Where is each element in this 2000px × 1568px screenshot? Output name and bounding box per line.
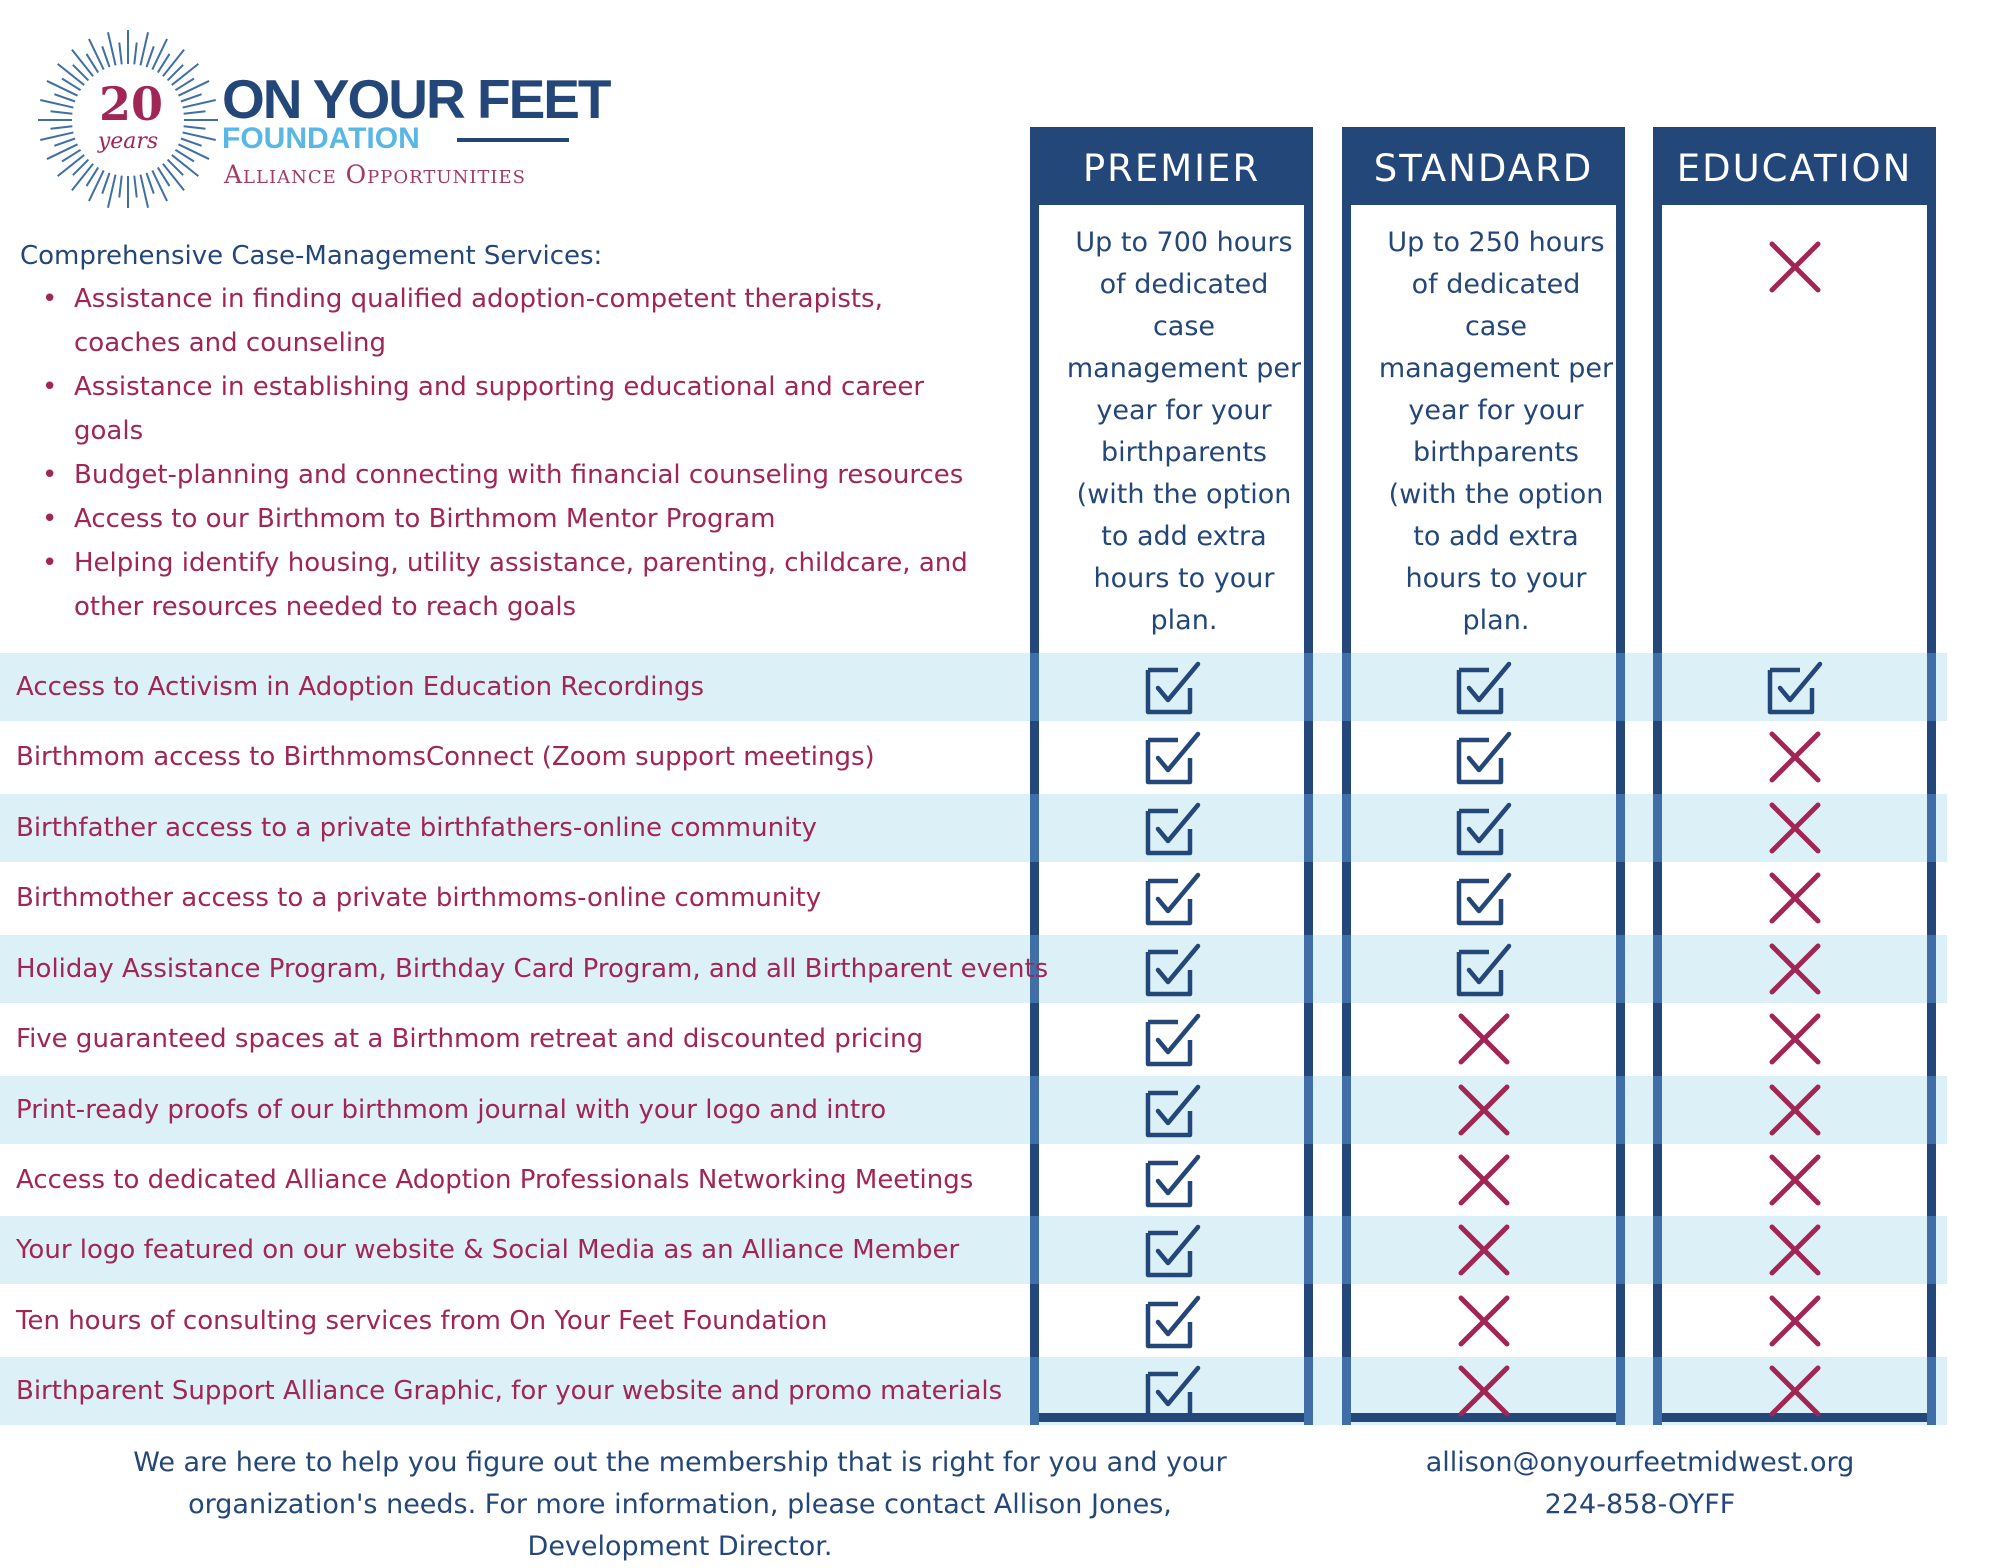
sunburst-ray: [89, 39, 104, 70]
contact-email[interactable]: allison@onyourfeetmidwest.org: [1425, 1447, 1855, 1478]
column-edge-strip: [1342, 1357, 1351, 1425]
x-mark-icon: [1764, 1079, 1826, 1141]
x-mark-icon: [1764, 1290, 1826, 1352]
column-edge-strip: [1030, 1216, 1039, 1284]
column-edge-strip: [1927, 1076, 1936, 1144]
sunburst-ray: [108, 175, 116, 208]
x-mark-icon: [1764, 797, 1826, 859]
checkbox-check-icon: [1142, 867, 1204, 929]
checkbox-check-icon: [1142, 1149, 1204, 1211]
checkbox-check-icon: [1453, 656, 1515, 718]
column-edge-strip: [1342, 653, 1351, 721]
checkbox-check-icon: [1453, 867, 1515, 929]
column-edge-strip: [1927, 794, 1936, 862]
sunburst-ray: [183, 100, 216, 108]
x-mark-icon: [1453, 1290, 1515, 1352]
x-mark-icon: [1764, 1008, 1826, 1070]
case-management-title: Comprehensive Case-Management Services:: [20, 241, 603, 271]
list-item: • Access to our Birthmom to Birthmom Mentor Program: [42, 497, 982, 541]
sunburst-ray: [50, 111, 72, 113]
sunburst-ray: [72, 50, 93, 77]
sunburst-ray: [140, 32, 148, 65]
column-edge-strip: [1927, 1216, 1936, 1284]
column-edge-strip: [1653, 653, 1662, 721]
sunburst-ray: [72, 164, 93, 191]
sunburst-ray: [89, 170, 104, 201]
x-mark-icon: [1764, 867, 1826, 929]
sunburst-ray: [40, 132, 73, 140]
list-item: • Assistance in establishing and supporting educational and career goals: [42, 365, 982, 453]
sunburst-ray: [119, 176, 121, 198]
sunburst-ray: [119, 42, 121, 64]
sunburst-ray: [140, 175, 148, 208]
list-item: • Helping identify housing, utility assistance, parenting, childcare, and other resources needed to reach goals: [42, 541, 982, 629]
sunburst-ray: [58, 155, 85, 176]
feature-label: Birthfather access to a private birthfathers-online community: [16, 813, 817, 843]
sunburst-ray: [58, 64, 85, 85]
list-item: • Assistance in finding qualified adoption-competent therapists, coaches and counseling: [42, 277, 982, 365]
column-edge-strip: [1342, 1076, 1351, 1144]
brand-tagline: Alliance Opportunities: [224, 160, 527, 189]
x-mark-icon: [1764, 236, 1826, 298]
sunburst-ray: [102, 173, 109, 194]
checkbox-check-icon: [1142, 656, 1204, 718]
column-edge-strip: [1653, 1216, 1662, 1284]
column-edge-strip: [1304, 1076, 1313, 1144]
sunburst-ray: [178, 81, 209, 96]
brand-name: ON YOUR FEET: [222, 68, 610, 130]
column-edge-strip: [1653, 1076, 1662, 1144]
column-edge-strip: [1342, 1216, 1351, 1284]
column-edge-strip: [1304, 935, 1313, 1003]
column-edge-strip: [1304, 1216, 1313, 1284]
x-mark-icon: [1764, 1219, 1826, 1281]
column-edge-strip: [1616, 653, 1625, 721]
feature-label: Birthmom access to BirthmomsConnect (Zoom support meetings): [16, 742, 875, 772]
sunburst-ray: [108, 32, 116, 65]
x-mark-icon: [1453, 1008, 1515, 1070]
column-edge-strip: [1030, 653, 1039, 721]
checkbox-check-icon: [1142, 797, 1204, 859]
column-edge-strip: [1304, 653, 1313, 721]
feature-label: Access to dedicated Alliance Adoption Professionals Networking Meetings: [16, 1165, 974, 1195]
sunburst-ray: [172, 155, 199, 176]
sunburst-ray: [47, 144, 78, 159]
brand-divider: [457, 138, 569, 142]
sunburst-ray: [178, 144, 209, 159]
checkbox-check-icon: [1453, 797, 1515, 859]
column-edge-strip: [1616, 1357, 1625, 1425]
column-edge-strip: [1927, 1357, 1936, 1425]
column-edge-strip: [1616, 794, 1625, 862]
column-edge-strip: [1616, 935, 1625, 1003]
checkbox-check-icon: [1142, 1360, 1204, 1422]
x-mark-icon: [1764, 938, 1826, 1000]
checkbox-check-icon: [1142, 938, 1204, 1000]
column-edge-strip: [1653, 794, 1662, 862]
sunburst-ray: [183, 132, 216, 140]
badge-word: years: [97, 129, 159, 154]
feature-label: Ten hours of consulting services from On Your Feet Foundation: [16, 1306, 828, 1336]
x-mark-icon: [1453, 1360, 1515, 1422]
checkbox-check-icon: [1142, 1079, 1204, 1141]
feature-label: Birthparent Support Alliance Graphic, for your website and promo materials: [16, 1376, 1003, 1406]
sunburst-ray: [146, 173, 153, 194]
column-edge-strip: [1616, 1076, 1625, 1144]
column-edge-strip: [1927, 935, 1936, 1003]
feature-label: Your logo featured on our website & Social Media as an Alliance Member: [16, 1235, 960, 1265]
sunburst-ray: [181, 94, 202, 101]
column-edge-strip: [1927, 653, 1936, 721]
badge-number: 20: [98, 77, 164, 131]
sunburst-ray: [146, 46, 153, 67]
x-mark-icon: [1453, 1079, 1515, 1141]
sunburst-ray: [172, 64, 199, 85]
checkbox-check-icon: [1764, 656, 1826, 718]
column-edge-strip: [1304, 1357, 1313, 1425]
column-edge-strip: [1653, 1357, 1662, 1425]
column-edge-strip: [1304, 794, 1313, 862]
plan-header-premier: PREMIER: [1030, 127, 1313, 205]
feature-label: Holiday Assistance Program, Birthday Card Program, and all Birthparent events: [16, 954, 1049, 984]
list-item: • Budget-planning and connecting with financial counseling resources: [42, 453, 982, 497]
plan-description-premier: Up to 700 hours of dedicated case management per year for your birthparents (with the option to add extra hours to your plan.: [1066, 227, 1302, 636]
column-edge-strip: [1030, 1076, 1039, 1144]
sunburst-ray: [163, 50, 184, 77]
contact-phone: 224-858-OYFF: [1544, 1489, 1736, 1520]
checkbox-check-icon: [1453, 938, 1515, 1000]
column-edge-strip: [1616, 1216, 1625, 1284]
checkbox-check-icon: [1142, 1290, 1204, 1352]
column-edge-strip: [1653, 935, 1662, 1003]
sunburst-ray: [54, 138, 75, 145]
x-mark-icon: [1764, 1360, 1826, 1422]
column-edge-strip: [1342, 935, 1351, 1003]
sunburst-ray: [50, 126, 72, 128]
feature-label: Print-ready proofs of our birthmom journal with your logo and intro: [16, 1095, 887, 1125]
checkbox-check-icon: [1142, 1008, 1204, 1070]
plan-header-education: EDUCATION: [1653, 127, 1936, 205]
x-mark-icon: [1764, 726, 1826, 788]
feature-label: Birthmother access to a private birthmoms-online community: [16, 883, 822, 913]
sunburst-ray: [54, 94, 75, 101]
column-edge-strip: [1030, 794, 1039, 862]
sunburst-ray: [40, 100, 73, 108]
plan-header-standard: STANDARD: [1342, 127, 1625, 205]
sunburst-ray: [184, 111, 206, 113]
brand-subname: FOUNDATION: [222, 122, 420, 155]
sunburst-ray: [47, 81, 78, 96]
sunburst-ray: [102, 46, 109, 67]
plan-description-standard: Up to 250 hours of dedicated case management per year for your birthparents (with the option to add extra hours to your plan.: [1378, 227, 1614, 636]
case-management-list: [42, 277, 982, 629]
sunburst-ray: [163, 164, 184, 191]
x-mark-icon: [1453, 1219, 1515, 1281]
checkbox-check-icon: [1142, 1219, 1204, 1281]
feature-label: Access to Activism in Adoption Education Recordings: [16, 672, 704, 702]
footer-message: We are here to help you figure out the membership that is right for you and your organization's needs. For more information, please contact Allison Jones, Development Director.: [133, 1447, 1227, 1562]
x-mark-icon: [1764, 1149, 1826, 1211]
sunburst-ray: [152, 39, 167, 70]
sunburst-ray: [184, 126, 206, 128]
sunburst-ray: [134, 42, 136, 64]
feature-label: Five guaranteed spaces at a Birthmom retreat and discounted pricing: [16, 1024, 924, 1054]
sunburst-ray: [152, 170, 167, 201]
sunburst-ray: [134, 176, 136, 198]
sunburst-ray: [181, 138, 202, 145]
checkbox-check-icon: [1142, 726, 1204, 788]
column-edge-strip: [1030, 1357, 1039, 1425]
checkbox-check-icon: [1453, 726, 1515, 788]
column-edge-strip: [1342, 794, 1351, 862]
x-mark-icon: [1453, 1149, 1515, 1211]
